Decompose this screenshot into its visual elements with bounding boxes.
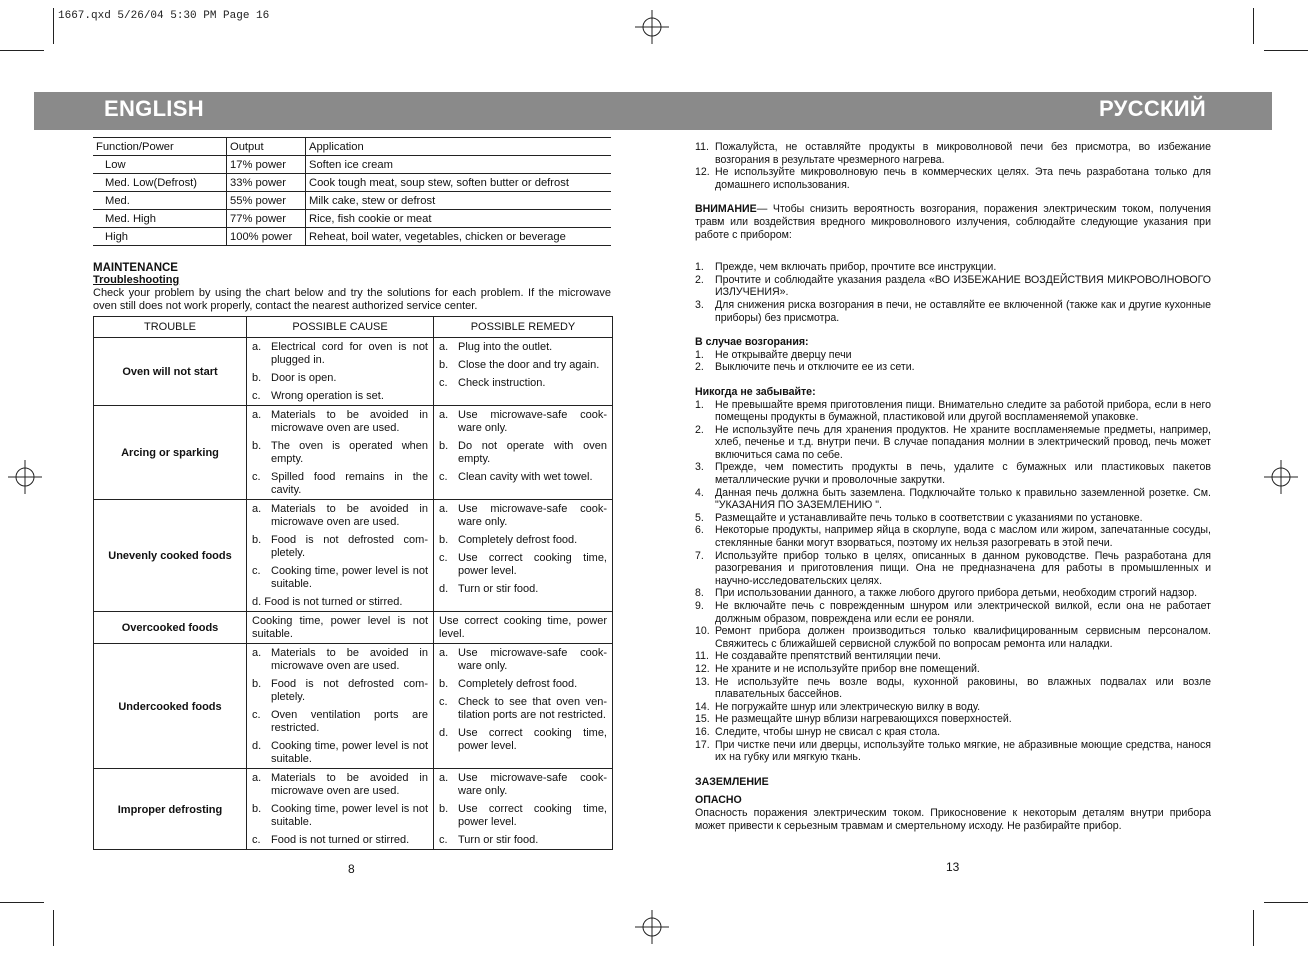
- list-item: [252, 409, 428, 435]
- item-text: Не включайте печь с поврежденным шнуром или электрической вилкой, если она не работает должным образом, повреждена или если ее роняли.: [715, 600, 1211, 625]
- function-row: [93, 156, 611, 174]
- application-cell: Rice, fish cookie or meat: [306, 210, 612, 228]
- item-text: Cooking time, power level is not suitable.: [271, 803, 428, 828]
- list-item: [252, 772, 428, 798]
- never-forget-heading: Никогда не забывайте:: [695, 385, 816, 398]
- crop-mark: [1253, 910, 1254, 946]
- trouble-cell: Undercooked foods: [94, 644, 247, 769]
- item-number: 4.: [695, 486, 704, 499]
- function-row: [93, 174, 611, 192]
- list-item: [695, 713, 1211, 726]
- list-item: [695, 550, 1211, 588]
- item-text: Check to see that oven ven-tilation ports are not restricted.: [458, 696, 607, 721]
- danger-heading: ОПАСНО: [695, 794, 742, 807]
- danger-text: Опасность поражения электрическим током. Прикосновение к некоторым деталям внутри прибора может привести к серьезным травмам и смертельному исходу. Не разбирайте прибор.: [695, 806, 1211, 832]
- table-header-row: [94, 317, 613, 338]
- item-marker: a.: [252, 341, 262, 353]
- power-level-table: [93, 137, 611, 246]
- list-item: [252, 503, 428, 529]
- safety-list-continued: [695, 141, 1211, 191]
- item-text: Cooking time, power level is not suitable.: [271, 740, 428, 765]
- item-number: 9.: [695, 600, 704, 612]
- print-slug: 1667.qxd 5/26/04 5:30 PM Page 16: [58, 10, 270, 22]
- list-item: [439, 696, 607, 722]
- list-item: [439, 359, 607, 372]
- crop-mark: [53, 8, 54, 44]
- item-text: Прежде, чем включать прибор, прочтите все инструкции.: [715, 261, 997, 274]
- list-item: [439, 409, 607, 435]
- registration-mark-icon: [1264, 460, 1298, 494]
- item-text: Use correct cooking time, power level.: [458, 727, 607, 752]
- function-cell: Med. High: [93, 210, 227, 228]
- item-marker: c.: [439, 834, 448, 846]
- item-marker: b.: [252, 440, 262, 452]
- item-text: Используйте прибор только в целях, описанных в данном руководстве. Печь разработана для разогревания и приготовления пищи. Она не предназначена для работы в промышленных и научно-исследовательских целях.: [715, 549, 1211, 587]
- item-marker: b.: [439, 678, 449, 690]
- list-item: [695, 726, 1211, 739]
- output-cell: 100% power: [227, 228, 306, 246]
- item-text: Use microwave-safe cook-ware only.: [458, 503, 607, 528]
- item-text: Materials to be avoided in microwave oven are used.: [271, 647, 428, 672]
- table-row: [94, 406, 613, 500]
- item-text: Use correct cooking time, power level.: [458, 552, 607, 577]
- troubleshooting-heading: Troubleshooting: [93, 274, 180, 286]
- application-cell: Application: [306, 138, 612, 156]
- item-text: Door is open.: [271, 372, 337, 384]
- list-item: [439, 772, 607, 798]
- maintenance-heading: MAINTENANCE: [93, 262, 178, 274]
- item-text: Не превышайте время приготовления пищи. Внимательно следите за работой прибора, если в него помещены продукты в бумажной, пластиковой или другой воспламеняемой упаковке.: [715, 398, 1211, 424]
- language-banner: [34, 92, 1272, 130]
- output-cell: 55% power: [227, 192, 306, 210]
- item-text: Turn or stir food.: [458, 583, 539, 595]
- list-item: [695, 166, 1211, 191]
- item-text: Do not operate with oven empty.: [458, 440, 607, 465]
- list-item: [252, 647, 428, 673]
- list-item: [439, 552, 607, 578]
- list-item: [252, 678, 428, 704]
- list-item: [439, 377, 607, 390]
- item-marker: c.: [252, 709, 261, 721]
- item-number: 12.: [695, 166, 710, 179]
- item-marker: b.: [252, 534, 262, 546]
- item-marker: a.: [439, 503, 449, 515]
- item-text: Не используйте печь возле воды, кухонной раковины, во влажных подвалах или возле плавательных бассейнов.: [715, 675, 1211, 701]
- list-item: [439, 503, 607, 529]
- application-cell: Soften ice cream: [306, 156, 612, 174]
- list-item: [252, 372, 428, 385]
- item-text: Размещайте и устанавливайте печь только в соответствии с указаниями по установке.: [715, 511, 1143, 524]
- item-marker: b.: [439, 803, 449, 815]
- remedy-cell: [434, 769, 613, 850]
- table-row: [94, 338, 613, 406]
- list-item: [439, 647, 607, 673]
- warning-list: [695, 261, 1211, 324]
- output-cell: 17% power: [227, 156, 306, 174]
- function-row: [93, 210, 611, 228]
- table-row: [94, 500, 613, 612]
- item-number: 7.: [695, 549, 704, 562]
- item-marker: a.: [439, 341, 449, 353]
- item-marker: c.: [252, 471, 261, 483]
- item-marker: c.: [439, 471, 448, 483]
- list-item: [695, 361, 1211, 374]
- cause-cell: [247, 612, 434, 644]
- item-number: 2.: [695, 361, 704, 374]
- item-text: Plug into the outlet.: [458, 341, 553, 353]
- item-text: Completely defrost food.: [458, 678, 578, 690]
- function-row: [93, 228, 611, 246]
- item-text: Прочтите и соблюдайте указания раздела «ВО ИЗБЕЖАНИЕ ВОЗДЕЙСТВИЯ МИКРОВОЛНОВОГО ИЗЛУЧЕНИЯ».: [715, 273, 1211, 299]
- banner-english: ENGLISH: [104, 96, 204, 121]
- list-item: [695, 524, 1211, 549]
- page-number-right: 13: [946, 860, 960, 874]
- item-text: Не храните и не используйте прибор вне помещений.: [715, 662, 980, 675]
- item-marker: c.: [252, 390, 261, 402]
- item-marker: a.: [252, 647, 262, 659]
- cause-cell: [247, 406, 434, 500]
- remedy-cell: [434, 500, 613, 612]
- item-text: Ремонт прибора должен производиться только квалифицированным сервисным персоналом. Свяжитесь с ближайшей сервисной службой по вопросам ремонта или наладки.: [715, 625, 1211, 650]
- item-number: 1.: [695, 398, 704, 411]
- trouble-cell: Arcing or sparking: [94, 406, 247, 500]
- registration-mark-icon: [635, 910, 669, 944]
- item-number: 3.: [695, 298, 704, 311]
- list-item: [252, 341, 428, 367]
- crop-mark: [53, 910, 54, 946]
- item-text: Не используйте печь для хранения продуктов. Не храните воспламеняемые предметы, например, хлеб, печенье и т.д. внутри печи. В случае попадания молнии в электрический провод, печь может включиться сама по себе.: [715, 423, 1211, 461]
- header-remedy: POSSIBLE REMEDY: [434, 317, 613, 338]
- item-text: Некоторые продукты, например яйца в скорлупе, вода с маслом или жиром, запечатанные сосуды, стеклянные банки могут взорваться, поэтому их нельзя разогревать в этой печи.: [715, 524, 1211, 550]
- item-marker: a.: [252, 503, 262, 515]
- list-item: [695, 487, 1211, 512]
- list-item: [695, 461, 1211, 486]
- item-text: Food is not defrosted com-pletely.: [271, 534, 428, 559]
- item-text: Не создавайте препятствий вентиляции печи.: [715, 650, 941, 663]
- item-marker: c.: [439, 696, 448, 708]
- item-marker: d.: [439, 583, 449, 595]
- item-number: 12.: [695, 662, 710, 675]
- remedy-cell: [434, 644, 613, 769]
- item-marker: a.: [252, 772, 262, 784]
- troubleshooting-table: [93, 316, 613, 850]
- item-marker: b.: [252, 372, 262, 384]
- item-text: Не открывайте дверцу печи: [715, 348, 852, 361]
- list-item: [439, 727, 607, 753]
- item-number: 11.: [695, 650, 709, 663]
- item-marker: b.: [439, 534, 449, 546]
- list-item: [252, 440, 428, 466]
- trouble-cell: Oven will not start: [94, 338, 247, 406]
- crop-mark: [1264, 50, 1308, 51]
- list-item: [695, 587, 1211, 600]
- application-cell: Cook tough meat, soup stew, soften butter or defrost: [306, 174, 612, 192]
- list-item: [695, 512, 1211, 525]
- list-item: [439, 440, 607, 466]
- item-text: Completely defrost food.: [458, 534, 578, 546]
- list-item: [695, 600, 1211, 625]
- output-cell: 77% power: [227, 210, 306, 228]
- item-number: 2.: [695, 423, 704, 436]
- item-number: 1.: [695, 348, 704, 361]
- list-item: [439, 341, 607, 354]
- item-text: Use microwave-safe cook-ware only.: [458, 647, 607, 672]
- item-number: 17.: [695, 738, 710, 751]
- list-item: [695, 625, 1211, 650]
- item-number: 6.: [695, 524, 704, 537]
- item-text: Следите, чтобы шнур не свисал с края стола.: [715, 725, 941, 738]
- list-item: [695, 141, 1211, 166]
- item-text: Не размещайте шнур вблизи нагревающихся поверхностей.: [715, 713, 1012, 726]
- remedy-cell: [434, 406, 613, 500]
- crop-mark: [1264, 902, 1308, 903]
- remedy-cell: [434, 612, 613, 644]
- item-number: 10.: [695, 625, 710, 638]
- cause-cell: [247, 644, 434, 769]
- cause-cell: [247, 338, 434, 406]
- list-item: [695, 261, 1211, 274]
- item-marker: b.: [252, 678, 262, 690]
- banner-russian: РУССКИЙ: [1099, 96, 1206, 121]
- item-marker: a.: [439, 409, 449, 421]
- item-text: Food is not turned or stirred.: [271, 834, 410, 846]
- list-item: [252, 740, 428, 766]
- list-item: [439, 834, 607, 847]
- item-marker: d.: [252, 740, 262, 752]
- table-row: [94, 644, 613, 769]
- item-marker: b.: [439, 440, 449, 452]
- application-cell: Reheat, boil water, vegetables, chicken or beverage: [306, 228, 612, 246]
- item-marker: c.: [252, 834, 261, 846]
- crop-mark: [1253, 8, 1254, 44]
- warning-label: ВНИМАНИЕ: [695, 203, 757, 216]
- trouble-cell: Unevenly cooked foods: [94, 500, 247, 612]
- item-text: Turn or stir food.: [458, 834, 539, 846]
- output-cell: 33% power: [227, 174, 306, 192]
- list-item: [439, 678, 607, 691]
- item-marker: a.: [439, 647, 449, 659]
- item-text: Use microwave-safe cook-ware only.: [458, 409, 607, 434]
- item-marker: b.: [252, 803, 262, 815]
- function-header-row: [93, 138, 611, 156]
- crop-mark: [0, 902, 44, 903]
- item-text: Для снижения риска возгорания в печи, не оставляйте ее включенной (также как и другие кухонные приборы) без присмотра.: [715, 298, 1211, 324]
- list-item: [439, 583, 607, 596]
- cell-text: d. Food is not turned or stirred.: [252, 596, 403, 608]
- list-item: [439, 534, 607, 547]
- item-marker: d.: [439, 727, 449, 739]
- list-item: [252, 803, 428, 829]
- cause-cell: [247, 769, 434, 850]
- item-text: Electrical cord for oven is not plugged in.: [271, 341, 428, 366]
- item-number: 3.: [695, 461, 704, 474]
- output-cell: Output: [227, 138, 306, 156]
- english-column: [93, 137, 613, 850]
- item-text: The oven is operated when empty.: [271, 440, 428, 465]
- item-text: Не погружайте шнур или электрическую вилку в воду.: [715, 700, 981, 713]
- list-item: [695, 676, 1211, 701]
- item-marker: c.: [439, 552, 448, 564]
- item-text: При чистке печи или дверцы, используйте только мягкие, не абразивные моющие средства, нанося их на губку или мягкую ткань.: [715, 738, 1211, 764]
- item-text: Check instruction.: [458, 377, 546, 389]
- item-text: Пожалуйста, не оставляйте продукты в микроволновой печи без присмотра, во избежание возгорания в результате чрезмерного нагрева.: [715, 141, 1211, 166]
- item-number: 16.: [695, 725, 710, 738]
- item-text: Выключите печь и отключите ее из сети.: [715, 361, 915, 374]
- russian-column: [695, 141, 1211, 832]
- item-number: 13.: [695, 675, 710, 688]
- warning-paragraph: [695, 203, 1211, 241]
- item-number: 1.: [695, 261, 704, 274]
- list-item: [695, 739, 1211, 764]
- trouble-cell: Overcooked foods: [94, 612, 247, 644]
- warning-text: — Чтобы снизить вероятность возгорания, поражения электрическим током, получения травм или воздействия вредного микроволнового излучения, соблюдайте следующие указания при работе с прибором:: [695, 203, 1211, 241]
- crop-mark: [0, 50, 44, 51]
- list-item: [695, 424, 1211, 462]
- list-item: [695, 299, 1211, 324]
- list-item: [252, 834, 428, 847]
- function-cell: Low: [93, 156, 227, 174]
- item-text: Не используйте микроволновую печь в коммерческих целях. Эта печь разработана только для домашнего использования.: [715, 166, 1211, 191]
- application-cell: Milk cake, stew or defrost: [306, 192, 612, 210]
- item-marker: a.: [252, 409, 262, 421]
- item-marker: b.: [439, 359, 449, 371]
- item-text: Materials to be avoided in microwave oven are used.: [271, 409, 428, 434]
- list-item: [695, 399, 1211, 424]
- item-number: 5.: [695, 511, 704, 524]
- item-text: Wrong operation is set.: [271, 390, 384, 402]
- item-text: Прежде, чем поместить продукты в печь, удалите с бумажных или пластиковых пакетов металлические ручки и проволочные закрутки.: [715, 461, 1211, 487]
- item-marker: c.: [252, 565, 261, 577]
- item-marker: a.: [439, 772, 449, 784]
- function-cell: High: [93, 228, 227, 246]
- function-cell: Function/Power: [93, 138, 227, 156]
- function-row: [93, 192, 611, 210]
- item-text: Cooking time, power level is not suitable.: [271, 565, 428, 590]
- header-trouble: TROUBLE: [94, 317, 247, 338]
- list-item: [439, 471, 607, 484]
- item-number: 14.: [695, 700, 710, 713]
- item-text: Food is not defrosted com-pletely.: [271, 678, 428, 703]
- list-item: [252, 709, 428, 735]
- item-number: 8.: [695, 587, 704, 600]
- remedy-cell: [434, 338, 613, 406]
- list-item: [695, 663, 1211, 676]
- list-item: [252, 534, 428, 560]
- list-item: [695, 650, 1211, 663]
- grounding-heading: ЗАЗЕМЛЕНИЕ: [695, 775, 769, 788]
- table-row: [94, 769, 613, 850]
- item-text: Use microwave-safe cook-ware only.: [458, 772, 607, 797]
- item-text: Materials to be avoided in microwave oven are used.: [271, 503, 428, 528]
- list-item: [695, 701, 1211, 714]
- cause-cell: [247, 500, 434, 612]
- function-cell: Med.: [93, 192, 227, 210]
- item-text: Use correct cooking time, power level.: [458, 803, 607, 828]
- item-text: Spilled food remains in the cavity.: [271, 471, 428, 496]
- item-marker: c.: [439, 377, 448, 389]
- cell-text: Cooking time, power level is not suitable.: [252, 615, 428, 640]
- cell-text: Use correct cooking time, power level.: [439, 615, 607, 640]
- trouble-cell: Improper defrosting: [94, 769, 247, 850]
- item-text: Materials to be avoided in microwave oven are used.: [271, 772, 428, 797]
- list-item: [252, 471, 428, 497]
- fire-heading: В случае возгорания:: [695, 336, 809, 349]
- table-row: [94, 612, 613, 644]
- registration-mark-icon: [8, 460, 42, 494]
- item-text: Close the door and try again.: [458, 359, 600, 371]
- list-item: [252, 390, 428, 403]
- troubleshooting-intro: Check your problem by using the chart below and try the solutions for each problem. If the microwave oven still does not work properly, contact the nearest authorized service center.: [93, 287, 611, 312]
- list-item: [695, 349, 1211, 362]
- page-number-left: 8: [348, 862, 355, 876]
- item-number: 15.: [695, 713, 710, 726]
- item-number: 2.: [695, 273, 704, 286]
- fire-list: [695, 349, 1211, 374]
- item-text: При использовании данного, а также любого другого прибора детьми, необходим строгий надзор.: [715, 587, 1198, 600]
- item-text: Clean cavity with wet towel.: [458, 471, 593, 483]
- function-cell: Med. Low(Defrost): [93, 174, 227, 192]
- never-forget-list: [695, 399, 1211, 764]
- item-text: Данная печь должна быть заземлена. Подключайте только к правильно заземленной розетке. См. "УКАЗАНИЯ ПО ЗАЗЕМЛЕНИЮ ".: [715, 486, 1211, 512]
- item-text: Oven ventilation ports are restricted.: [271, 709, 428, 734]
- header-cause: POSSIBLE CAUSE: [247, 317, 434, 338]
- item-number: 11.: [695, 141, 709, 153]
- list-item: [695, 274, 1211, 299]
- list-item: [252, 565, 428, 591]
- list-item: [439, 803, 607, 829]
- registration-mark-icon: [635, 10, 669, 44]
